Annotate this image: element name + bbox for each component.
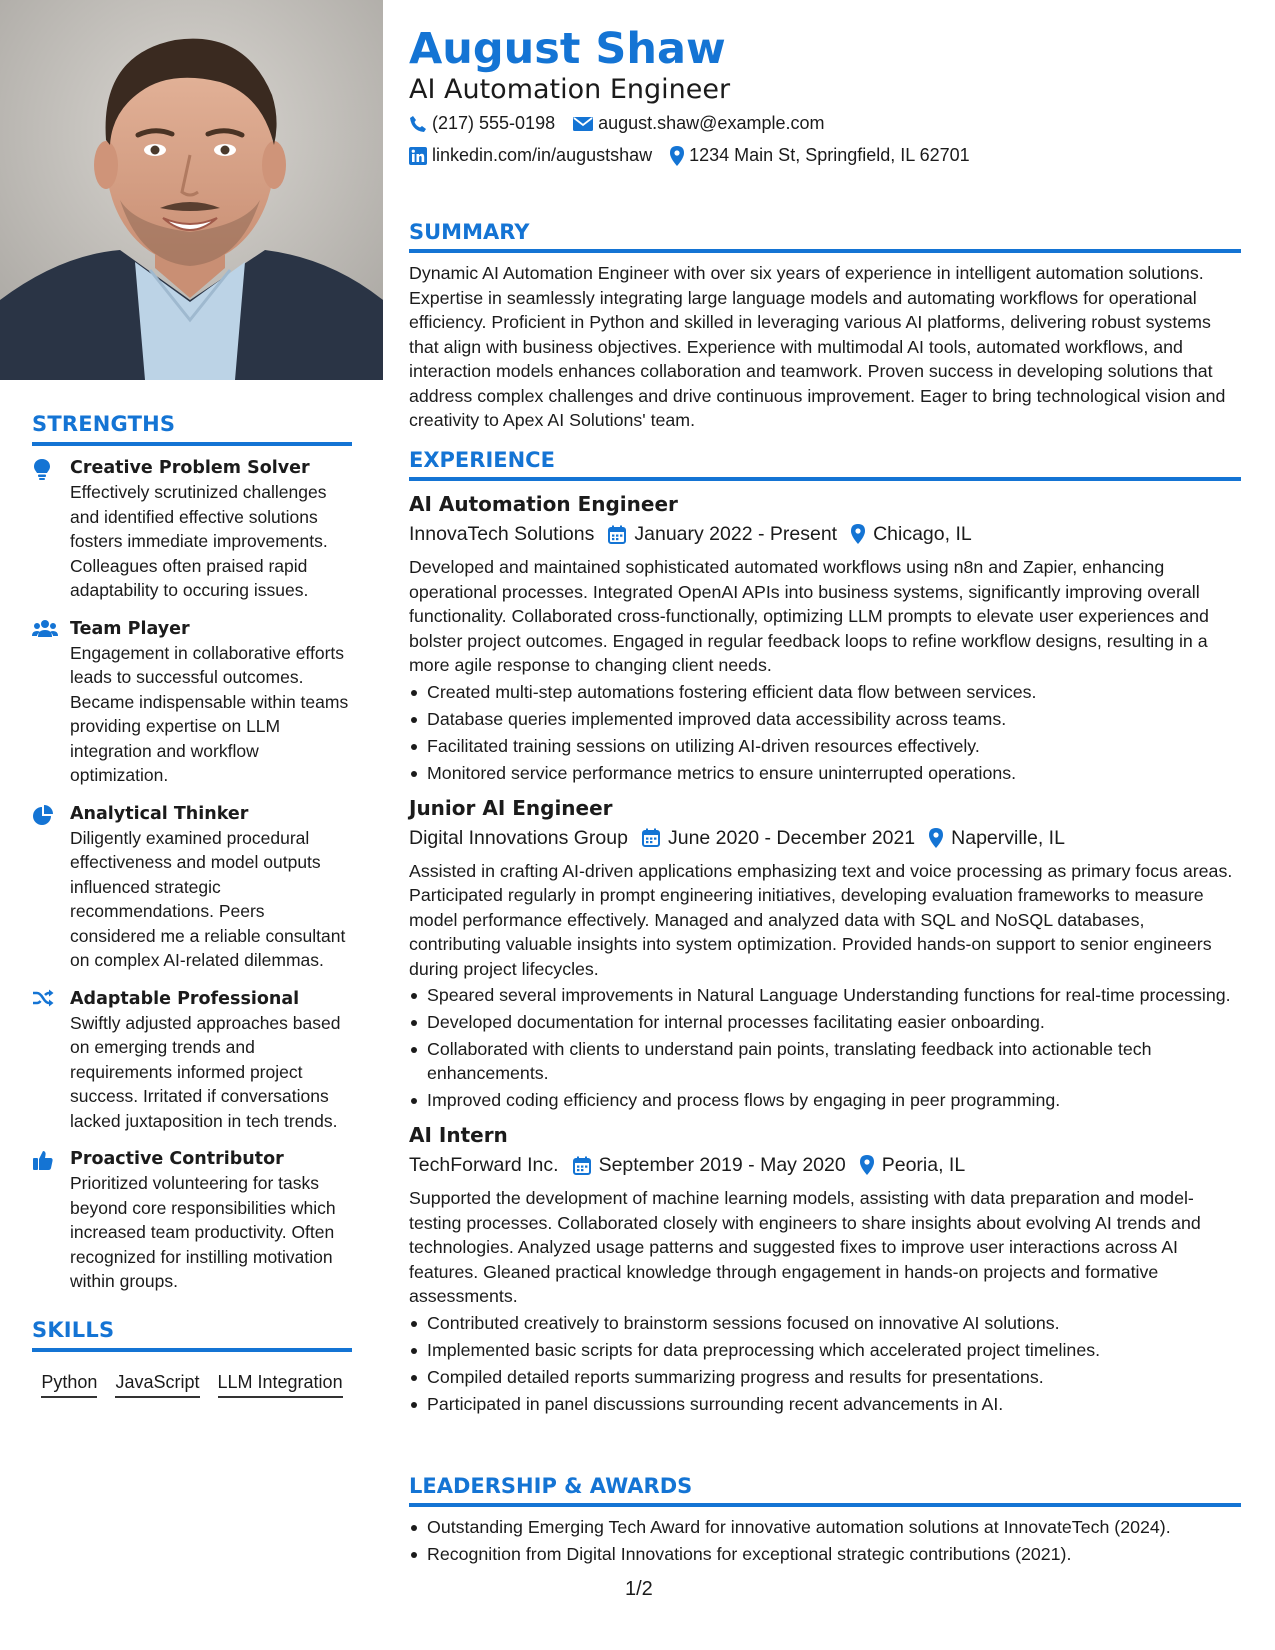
strength-description: Diligently examined procedural effectiveness and model outputs influenced strategic recommendations. Peers considered me a reliable consultant on complex AI-related dilemmas. (70, 827, 346, 970)
contact-row (409, 113, 842, 134)
strength-description: Engagement in collaborative efforts leads to successful outcomes. Became indispensable within teams providing expertise on LLM integration and workflow optimization. (70, 642, 349, 785)
job-bullet: Speared several improvements in Natural Language Understanding functions for real-time processing. (409, 983, 1241, 1007)
summary-text: Dynamic AI Automation Engineer with over six years of experience in intelligent automation solutions. Expertise in seamlessly integrating large language models and automating workflows for operational efficiency. Proficient in Python and skilled in leveraging various AI platforms, delivering robust systems that align with business objectives. Experience with multimodal AI tools, automated workflows, and interaction models enhances collaboration and teamwork. Proven success in developing solutions that address complex challenges and drive continuous improvement. Eager to bring technological vision and creativity to Apex AI Solutions' team. (409, 263, 1226, 430)
job-bullet: Database queries implemented improved data accessibility across teams. (409, 707, 1241, 731)
job-description: Developed and maintained sophisticated automated workflows using n8n and Zapier, enhancing operational processes. Integrated OpenAI APIs into business systems, significantly improving overall functionality. Collaborated cross-functionally, optimizing LLM prompts to elevate user experiences and bolster project outcomes. Engaged in regular feedback loops to refine workflow designs, resulting in a more agile response to changing client needs. (409, 557, 1209, 675)
sidebar (0, 0, 383, 1650)
job-entry (409, 1120, 1241, 1416)
job-location-text: Peoria, IL (881, 1154, 966, 1176)
job-bullet: Facilitated training sessions on utilizing AI-driven resources effectively. (409, 734, 1241, 758)
job-role: Junior AI Engineer (409, 795, 613, 820)
job-entry (409, 793, 1241, 1113)
strength-item (32, 456, 352, 603)
lightbulb-icon (32, 456, 70, 603)
job-location (860, 1150, 965, 1180)
job-dates-text: January 2022 - Present (634, 523, 838, 545)
job-location (851, 519, 972, 549)
strength-title: Creative Problem Solver (70, 458, 310, 478)
shuffle-icon (32, 987, 70, 1134)
address-text: 1234 Main St, Springfield, IL 62701 (689, 145, 970, 165)
email-contact[interactable] (573, 113, 824, 134)
experience-section (409, 448, 1241, 1424)
calendar-icon (642, 828, 660, 847)
job-bullet: Improved coding efficiency and process flows by engaging in peer programming. (409, 1088, 1241, 1112)
job-bullet: Created multi-step automations fostering efficient data flow between services. (409, 680, 1241, 704)
job-dates-text: September 2019 - May 2020 (598, 1154, 846, 1176)
job-meta (409, 1150, 1241, 1180)
contact-row (409, 145, 988, 166)
users-icon (32, 617, 70, 788)
calendar-icon (573, 1156, 591, 1175)
strength-item (32, 802, 352, 973)
candidate-name: August Shaw (409, 24, 726, 74)
job-location-text: Chicago, IL (873, 523, 972, 545)
strength-description: Prioritized volunteering for tasks beyond core responsibilities which increased team productivity. Often recognized for instilling motivation within groups. (70, 1173, 336, 1291)
skill-tag: Python (41, 1370, 97, 1398)
job-bullet: Developed documentation for internal processes facilitating easier onboarding. (409, 1010, 1241, 1034)
job-dates (573, 1150, 846, 1180)
job-dates (642, 823, 915, 853)
address-contact (670, 145, 970, 166)
strength-title: Proactive Contributor (70, 1149, 284, 1169)
map-pin-icon (860, 1155, 874, 1175)
strength-description: Swiftly adjusted approaches based on emerging trends and requirements informed project success. Irritated if conversations lacked juxtaposition in tech trends. (70, 1012, 341, 1131)
job-dates (608, 519, 837, 549)
calendar-icon (608, 525, 626, 544)
job-company: InnovaTech Solutions (409, 523, 595, 545)
job-bullet: Participated in panel discussions surrounding recent advancements in AI. (409, 1392, 1241, 1416)
job-location (929, 823, 1065, 853)
job-meta (409, 823, 1241, 853)
pie-chart-icon (32, 802, 70, 973)
envelope-icon (573, 116, 593, 132)
job-role: AI Intern (409, 1123, 508, 1147)
linkedin-icon (409, 147, 427, 165)
job-bullets (409, 983, 1241, 1112)
award-list (409, 1515, 1241, 1566)
job-description: Assisted in crafting AI-driven applications emphasizing text and voice processing as primary focus areas. Participated regularly in prompt engineering initiatives, developing evaluation frameworks to measure model performance effectively. Managed and analyzed data with SQL and NoSQL databases, contributing valuable insights into system optimization. Provided hands-on support to senior engineers during project lifecycles. (409, 860, 1233, 979)
job-bullets (409, 1311, 1241, 1416)
strength-item (32, 1147, 352, 1294)
job-dates-text: June 2020 - December 2021 (667, 826, 916, 849)
strength-item (32, 617, 352, 788)
map-pin-icon (670, 146, 684, 166)
skill-tag: LLM Integration (218, 1370, 343, 1398)
email-address[interactable]: august.shaw@example.com (598, 113, 825, 133)
job-bullet: Monitored service performance metrics to ensure uninterrupted operations. (409, 761, 1241, 785)
strength-title: Team Player (70, 618, 190, 639)
award-item: Recognition from Digital Innovations for exceptional strategic contributions (2021). (409, 1542, 1241, 1566)
skills-heading: SKILLS (32, 1318, 352, 1352)
job-bullet: Collaborated with clients to understand pain points, translating feedback into actionable tech enhancements. (409, 1037, 1241, 1085)
summary-section (409, 220, 1241, 433)
profile-photo (0, 0, 383, 380)
job-bullet: Implemented basic scripts for data preprocessing which accelerated project timelines. (409, 1338, 1241, 1362)
sidebar-content (32, 412, 352, 1398)
job-company: Digital Innovations Group (409, 826, 628, 849)
job-entry (409, 489, 1241, 785)
job-meta (409, 519, 1241, 549)
job-bullet: Compiled detailed reports summarizing progress and results for presentations. (409, 1365, 1241, 1389)
strengths-heading: STRENGTHS (32, 412, 352, 446)
phone-contact (409, 113, 555, 134)
portrait-image (0, 0, 383, 380)
job-company: TechForward Inc. (409, 1154, 559, 1176)
phone-icon (409, 115, 427, 133)
job-role: AI Automation Engineer (409, 492, 678, 516)
thumbs-up-icon (32, 1147, 70, 1294)
award-item: Outstanding Emerging Tech Award for innovative automation solutions at InnovateTech (2024). (409, 1515, 1241, 1539)
linkedin-url[interactable]: linkedin.com/in/augustshaw (432, 145, 653, 165)
skill-tag: JavaScript (115, 1370, 199, 1398)
experience-heading: EXPERIENCE (409, 448, 1241, 481)
skills-list (32, 1362, 352, 1398)
job-bullets (409, 680, 1241, 785)
page-indicator: 1/2 (625, 1578, 653, 1600)
leadership-section (409, 1474, 1241, 1569)
map-pin-icon (851, 524, 865, 544)
job-description: Supported the development of machine learning models, assisting with data preparation and model-testing processes. Collaborated closely with engineers to share insights about evolving AI trends and technologies. Analyzed usage patterns and suggested fixes to improve user interactions across AI features. Gleaned practical knowledge through engagement in hands-on projects and formative assessments. (409, 1188, 1201, 1306)
leadership-heading: LEADERSHIP & AWARDS (409, 1474, 1241, 1507)
strength-title: Adaptable Professional (70, 988, 300, 1009)
strength-item (32, 987, 352, 1134)
phone-number: (217) 555-0198 (432, 113, 556, 133)
job-bullet: Contributed creatively to brainstorm sessions focused on innovative AI solutions. (409, 1311, 1241, 1335)
strength-description: Effectively scrutinized challenges and identified effective solutions fosters immediate improvements. Colleagues often praised rapid adaptability to occuring issues. (70, 482, 328, 600)
strength-title: Analytical Thinker (70, 803, 249, 824)
job-location-text: Naperville, IL (951, 826, 1065, 849)
candidate-title: AI Automation Engineer (409, 74, 731, 105)
linkedin-contact[interactable] (409, 145, 652, 166)
map-pin-icon (929, 828, 943, 848)
summary-heading: SUMMARY (409, 220, 1241, 253)
